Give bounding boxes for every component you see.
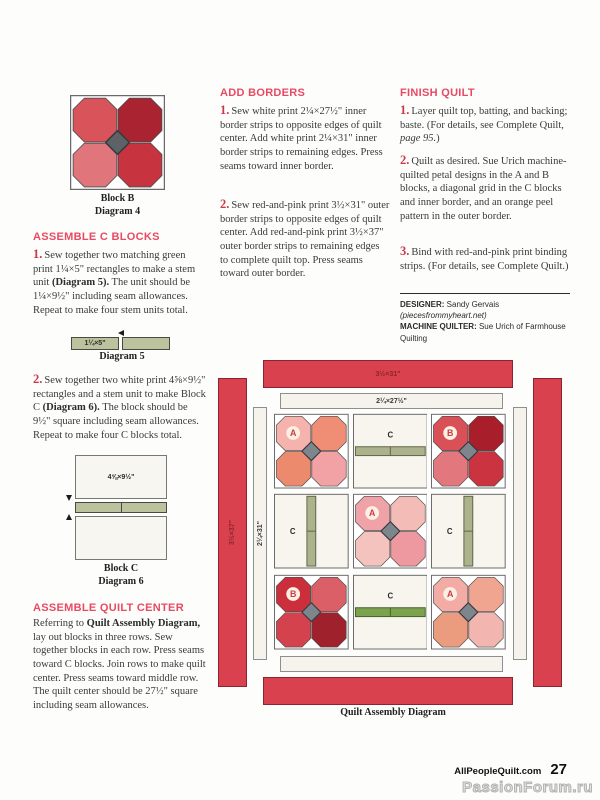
outer-border-left-label: 3½×37" xyxy=(229,520,236,545)
footer-page-number: 27 xyxy=(550,761,567,778)
designer-label: DESIGNER: xyxy=(400,300,445,309)
inner-border-strip-right xyxy=(513,407,527,660)
quilt-assembly-diagram xyxy=(218,360,568,705)
stem-rectangle-label: 1¼×5" xyxy=(84,340,106,347)
outer-border-strip-bottom xyxy=(263,677,513,705)
step-number: 1. xyxy=(220,103,230,117)
svg-text:B: B xyxy=(447,428,454,439)
svg-text:B: B xyxy=(289,588,297,599)
diagram-6-caption xyxy=(75,563,167,588)
finish-quilt-step-1 xyxy=(400,102,572,146)
machine-quilter-name: Sue Urich of Farmhouse Quilting xyxy=(400,322,566,343)
step-number: 2. xyxy=(400,153,410,167)
inner-border-strip-bottom xyxy=(280,656,503,672)
block-b-caption-line2: Diagram 4 xyxy=(94,205,141,217)
quilt-blocks-grid xyxy=(274,413,506,650)
block-b-caption-line1: Block B xyxy=(100,193,135,204)
inner-border-strip-top xyxy=(280,393,503,409)
watermark: PassionForum.ru xyxy=(462,779,593,796)
assemble-c-step-2 xyxy=(33,371,207,442)
designer-website: (piecesfrommyheart.net) xyxy=(400,311,487,321)
outer-border-top-label: 3½×31" xyxy=(375,370,401,378)
step-number: 1. xyxy=(33,247,43,261)
outer-border-strip-right xyxy=(533,378,562,687)
assemble-c-step-1 xyxy=(33,246,207,317)
stem-rectangle-plain xyxy=(122,337,170,350)
diagram-6 xyxy=(75,455,167,559)
svg-text:A: A xyxy=(368,508,376,519)
diagram-6-caption-line2: Diagram 6 xyxy=(98,575,144,587)
svg-text:A: A xyxy=(447,588,454,599)
finish-quilt-step-2 xyxy=(400,152,572,223)
machine-quilter-label: MACHINE QUILTER: xyxy=(400,322,477,332)
designer-credit xyxy=(400,299,572,310)
add-borders-heading: ADD BORDERS xyxy=(220,87,306,99)
inner-border-left-label: 2¼×31" xyxy=(256,521,264,546)
block-b-row1 xyxy=(431,413,506,489)
block-a-row1 xyxy=(274,413,349,489)
inner-border-top-label: 2¼×27½" xyxy=(376,397,407,405)
diagram-6-caption-line1: Block C xyxy=(103,563,139,574)
quilt-assembly-caption: Quilt Assembly Diagram xyxy=(340,707,446,718)
finish-quilt-heading: FINISH QUILT xyxy=(400,87,475,99)
assemble-quilt-center-text: Referring to Quilt Assembly Diagram, lay out blocks in three rows. Sew together blocks in each row. Press seams toward C blocks. Join rows to make quilt center. Press seams toward middle row. The quilt center should be 27½" square including seam allowances. xyxy=(33,618,206,711)
svg-text:C: C xyxy=(447,527,453,537)
white-rectangle-bottom xyxy=(75,516,167,560)
step-text: Sew together two white print 4⅝×9½" rectangles and a stem unit to make Block C (Diagram 6). The block should be 9½" square including seam allowances. Repeat to make four C blocks total. xyxy=(33,375,206,441)
step-text: Sew together two matching green print 1¼×5" rectangles to make a stem unit (Diagram 5). The unit should be 1¼×9½" including seam allowances. Repeat to make four stem units total. xyxy=(33,250,196,316)
add-borders-step-1 xyxy=(220,102,390,173)
block-c-row2-left xyxy=(274,493,349,569)
block-a-row3 xyxy=(431,574,506,650)
block-c-row3 xyxy=(353,574,428,650)
outer-border-strip-top xyxy=(263,360,513,388)
svg-text:C: C xyxy=(289,527,296,537)
arrow-left-icon xyxy=(118,330,124,336)
machine-quilter-credit xyxy=(400,321,572,343)
diagram-5-caption: Diagram 5 xyxy=(99,351,145,362)
arrow-up-icon xyxy=(66,514,72,520)
block-b-caption xyxy=(55,193,180,218)
step-text: Sew white print 2¼×27½" inner border strips to opposite edges of quilt center. Add white print 2¼×31" inner border strips to remaining edges. Press seams toward inner border. xyxy=(220,106,383,172)
finish-quilt-step-3 xyxy=(400,243,572,273)
footer-site-name: AllPeopleQuilt.com xyxy=(454,766,542,777)
block-c-row1 xyxy=(353,413,428,489)
step-text: Quilt as desired. Sue Urich machine-quilted petal designs in the A and B blocks, a diagonal grid in the C blocks and inner border, and an orange peel pattern in the outer border. xyxy=(400,156,567,222)
step-number: 2. xyxy=(33,372,43,386)
designer-name: Sandy Gervais xyxy=(444,300,500,309)
outer-border-strip-left xyxy=(218,378,247,687)
block-c-row2-right xyxy=(431,493,506,569)
block-b-diagram-image xyxy=(70,95,165,190)
assemble-quilt-center-heading: ASSEMBLE QUILT CENTER xyxy=(33,602,184,614)
add-borders-step-2 xyxy=(220,196,390,281)
step-text: Bind with red-and-pink print binding strips. (For details, see Complete Quilt.) xyxy=(400,247,569,272)
step-number: 1. xyxy=(400,103,410,117)
stem-strip xyxy=(75,502,167,513)
step-number: 3. xyxy=(400,244,410,258)
svg-text:A: A xyxy=(289,428,297,439)
step-number: 2. xyxy=(220,197,230,211)
page-footer xyxy=(454,761,567,778)
svg-text:C: C xyxy=(387,430,393,440)
stem-rectangle-labeled xyxy=(71,337,119,350)
arrow-down-icon xyxy=(66,495,72,501)
block-b-row3 xyxy=(274,574,349,650)
white-rectangle-top xyxy=(75,455,167,499)
step-text: Layer quilt top, batting, and backing; baste. (For details, see Complete Quilt, page 95.) xyxy=(400,106,568,145)
svg-text:C: C xyxy=(387,591,393,601)
white-rectangle-label: 4⅝×9½" xyxy=(107,473,135,481)
stem-strip-divider xyxy=(121,503,122,512)
block-a-row2 xyxy=(353,493,428,569)
credits-divider xyxy=(400,293,570,294)
step-text: Sew red-and-pink print 3½×31" outer border strips to opposite edges of quilt center. Add red-and-pink print 3½×37" outer border strips to remaining edges to complete quilt top. Press seams toward outer border. xyxy=(220,200,390,280)
inner-border-strip-left xyxy=(253,407,267,660)
assemble-c-blocks-heading: ASSEMBLE C BLOCKS xyxy=(33,231,160,243)
credits-block xyxy=(400,299,572,344)
